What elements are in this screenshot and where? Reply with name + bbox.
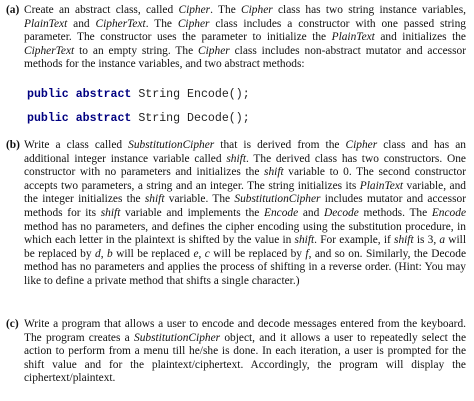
part-a [6,4,466,72]
part-a-label: (a) [6,4,20,16]
code-signature: String Encode(); [131,88,250,101]
part-c [6,318,466,386]
part-a-text: Create an abstract class, called Cipher. The Cipher class has two string instance variables, PlainText and CipherText. The Cipher class includes a constructor with one passed string parameter. The constructor uses the parameter to initialize the PlainText and initializes the CipherText to an empty string. The Cipher class includes non-abstract mutator and accessor methods for the instance variables, and two abstract methods: [24,4,467,71]
code-line-decode [27,112,250,126]
part-b-label: (b) [6,139,20,151]
part-c-text: Write a program that allows a user to encode and decode messages entered from the keyboard. The program creates a SubstitutionCipher object, and it allows a user to repeatedly select the action to perform from a menu till he/she is done. In each iteration, a user is prompted for the shift value and for the plaintext/ciphertext. Accordingly, the program will display the ciphertext/plaintext. [24,318,467,385]
code-keywords: public abstract [27,88,132,101]
part-b-text: Write a class called SubstitutionCipher that is derived from the Cipher class and has an additional integer instance variable called shift. The derived class has two constructors. One constructor with no parameters and initializes the shift variable to 0. The second constructor accepts two parameters, a string and an integer. The string initializes its PlainText variable, and the integer initializes the shift variable. The SubstitutionCipher includes mutator and accessor methods for its shift variable and implements the Encode and Decode methods. The Encode method has no parameters, and defines the cipher encoding using the substitution procedure, in which each letter in the plaintext is shifted by the value in shift. For example, if shift is 3, a will be replaced by d, b will be replaced e, c will be replaced by f, and so on. Similarly, the Decode method has no parameters and applies the process of shifting in a reverse order. (Hint: You may like to define a private method that shifts a single character.) [24,139,466,287]
part-c-label: (c) [6,318,19,330]
code-signature: String Decode(); [131,112,250,125]
code-line-encode [27,88,250,102]
part-b [6,139,466,289]
code-keywords: public abstract [27,112,132,125]
